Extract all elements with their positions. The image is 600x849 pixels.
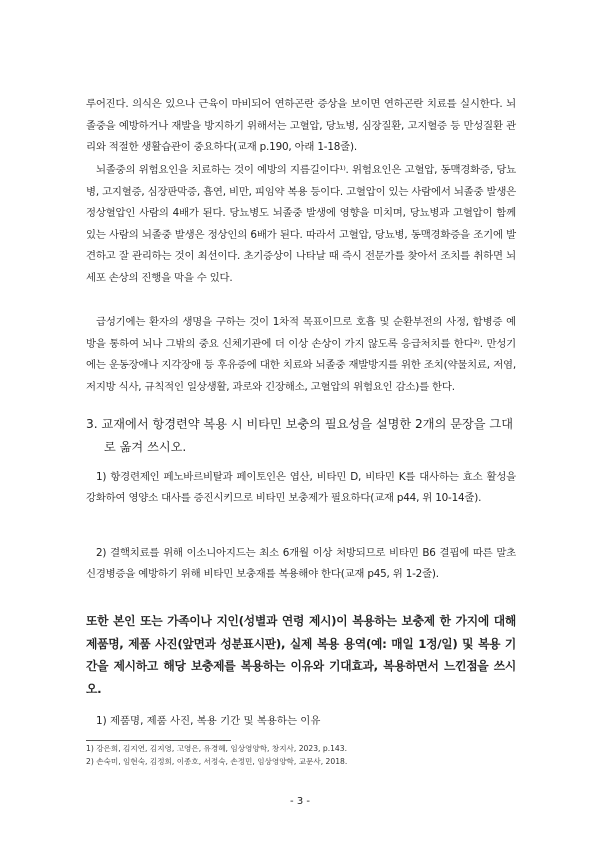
- paragraph-stroke-treatment: 루어진다. 의식은 있으나 근육이 마비되어 연하곤란 증상을 보이면 연하곤란 치료를 실시한다. 뇌졸중을 예방하거나 재발을 방지하기 위해서는 고혈압, 당뇨병, 심장질환, 고지혈증 등 만성질환 관리와 적절한 생활습관이 중요하다(교재 p.190, 아래 1-18줄).: [86, 98, 516, 153]
- answer-item-2: 2) 결핵치료를 위해 이소니아지드는 최소 6개월 이상 처방되므로 비타민 B6 결핍에 따른 말초신경병증을 예방하기 위해 비타민 보충재를 복용해야 한다(교재 p45, 위 1-2줄).: [86, 547, 516, 580]
- section-heading-product: 1) 제품명, 제품 사진, 복용 기간 및 복용하는 이유: [96, 715, 321, 727]
- question-3-text: 3. 교재에서 항경련약 복용 시 비타민 보충의 필요성을 설명한 2개의 문장을 그대로 옮겨 쓰시오.: [86, 417, 513, 454]
- footnote-2: 2) 손숙미, 임현숙, 김정희, 이종호, 서정숙, 손정민, 임상영양학, 교문사, 2018.: [86, 757, 348, 766]
- bold-instruction: 또한 본인 또는 가족이나 지인(성별과 연령 제시)이 복용하는 보충제 한 가지에 대해 제품명, 제품 사진(앞면과 성분표시판), 실제 복용 용역(예: 매일 1정/일) 및 복용 기간을 제시하고 해당 보충제를 복용하는 이유와 기대효과, 복용하면서 느낀점을 쓰시오.: [86, 614, 516, 696]
- paragraph-stroke-risk-factors: 뇌졸중의 위험요인을 치료하는 것이 예방의 지름길이다¹⁾. 위험요인은 고혈압, 동맥경화증, 당뇨병, 고지혈증, 심장판막증, 흡연, 비만, 피임약 복용 등이다. 고혈압이 있는 사람에서 뇌졸중 발생은 정상혈압인 사람의 4배가 된다. 당뇨병도 뇌졸중 발생에 영향을 미치며, 당뇨병과 고혈압이 함께 있는 사람의 뇌졸중 발생은 정상인의 6배가 된다. 따라서 고혈압, 당뇨병, 동맥경화증을 조기에 발견하고 잘 관리하는 것이 최선이다. 초기증상이 나타날 때 즉시 전문가를 찾아서 조치를 취하면 뇌세포 손상의 진행을 막을 수 있다.: [86, 164, 516, 284]
- footnote-divider: [86, 740, 231, 741]
- answer-item-1: 1) 항경련제인 페노바르비탈과 페이토인은 엽산, 비타민 D, 비타민 K를 대사하는 효소 활성을 강화하여 영양소 대사를 증진시키므로 비타민 보충제가 필요하다(교재 p44, 위 10-14줄).: [86, 471, 516, 504]
- page-number: - 3 -: [290, 796, 310, 807]
- footnote-1: 1) 강은희, 김지연, 김지영, 고영은, 유경혜, 임상영양학, 창지사, 2023, p.143.: [86, 744, 348, 753]
- question-3-heading: [86, 413, 516, 459]
- paragraph-acute-chronic-care: 급성기에는 환자의 생명을 구하는 것이 1차적 목표이므로 호흡 및 순환부전의 사정, 합병증 예방을 통하여 뇌나 그밖의 중요 신체기관에 더 이상 손상이 가지 않도록 응급처치를 한다²⁾. 만성기에는 운동장애나 지각장애 등 후유증에 대한 치료와 뇌졸중 재발방지를 위한 조치(약물치료, 저염, 저지방 식사, 규칙적인 일상생활, 과로와 긴장해소, 고혈압의 위험요인 감소)를 한다.: [86, 316, 516, 393]
